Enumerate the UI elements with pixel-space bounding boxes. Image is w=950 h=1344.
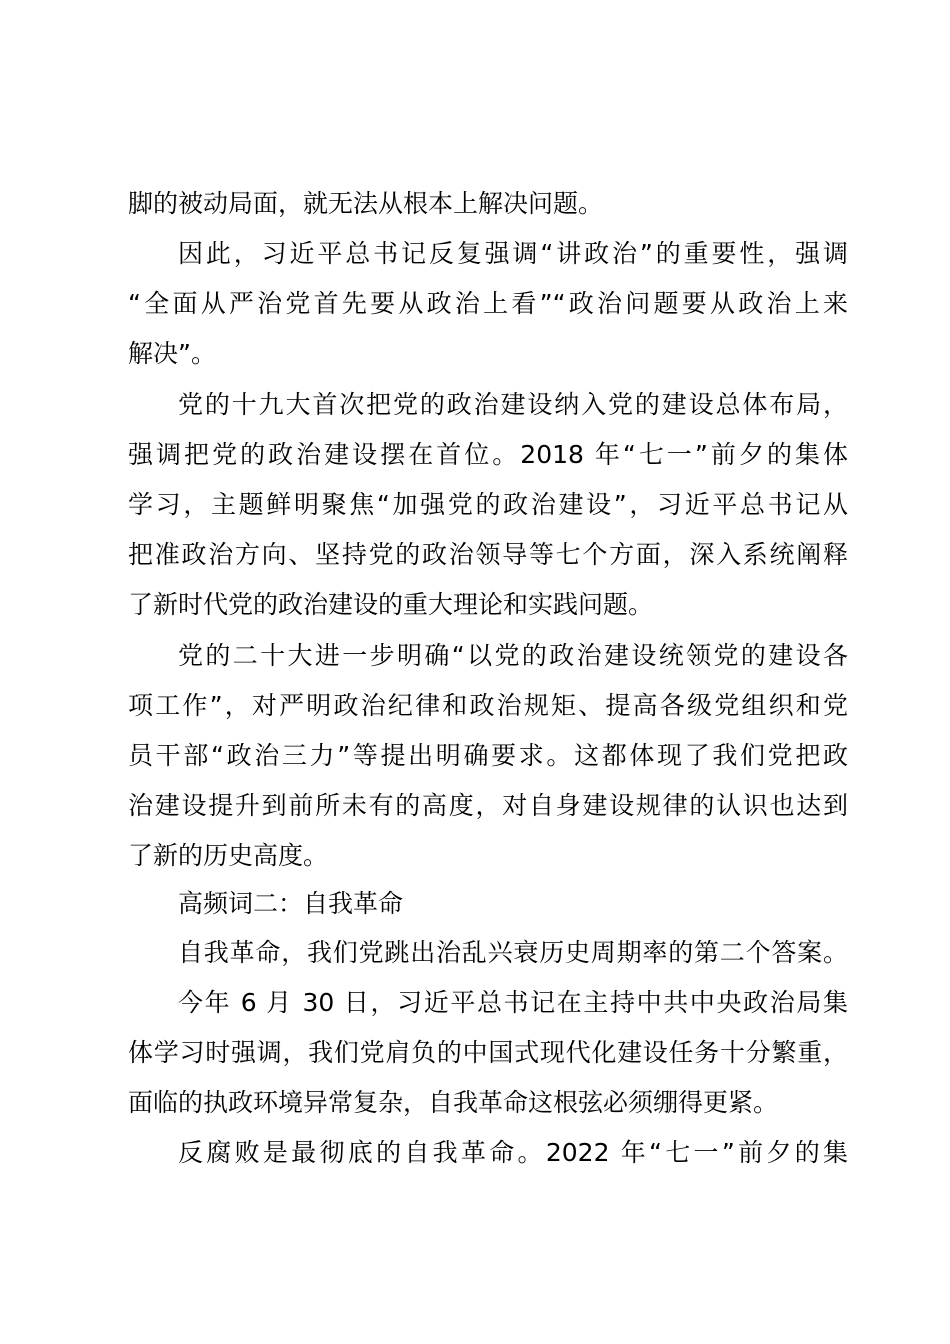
text-line: “全面从严治党首先要从政治上看”“政治问题要从政治上来	[128, 289, 848, 318]
text-line: 体学习时强调，我们党肩负的中国式现代化建设任务十分繁重，	[128, 1038, 848, 1067]
paragraph-start-line: 今年 6 月 30 日，习近平总书记在主持中共中央政治局集	[178, 988, 848, 1017]
text-line: 项工作”，对严明政治纪律和政治规矩、提高各级党组织和党	[128, 691, 848, 720]
paragraph-start-line: 党的二十大进一步明确“以党的政治建设统领党的建设各	[178, 641, 848, 670]
text-line: 强调把党的政治建设摆在首位。2018 年“七一”前夕的集体	[128, 440, 848, 469]
text-line: 学习，主题鲜明聚焦“加强党的政治建设”，习近平总书记从	[128, 490, 848, 519]
text-line: 了新的历史高度。	[128, 841, 329, 870]
text-line: 脚的被动局面，就无法从根本上解决问题。	[128, 189, 604, 218]
text-line: 员干部“政治三力”等提出明确要求。这都体现了我们党把政	[128, 741, 848, 770]
text-line: 解决”。	[128, 339, 216, 368]
text-line: 治建设提升到前所未有的高度，对自身建设规律的认识也达到	[128, 791, 848, 820]
paragraph-start-line: 因此，习近平总书记反复强调“讲政治”的重要性，强调	[178, 239, 848, 268]
paragraph-start-line: 自我革命，我们党跳出治乱兴衰历史周期率的第二个答案。	[178, 938, 848, 967]
text-line: 了新时代党的政治建设的重大理论和实践问题。	[128, 590, 654, 619]
text-line: 面临的执政环境异常复杂，自我革命这根弦必须绷得更紧。	[128, 1088, 779, 1117]
section-heading: 高频词二：自我革命	[178, 889, 404, 918]
paragraph-start-line: 党的十九大首次把党的政治建设纳入党的建设总体布局，	[178, 390, 848, 419]
text-line: 把准政治方向、坚持党的政治领导等七个方面，深入系统阐释	[128, 540, 848, 569]
paragraph-start-line: 反腐败是最彻底的自我革命。2022 年“七一”前夕的集	[178, 1138, 848, 1167]
